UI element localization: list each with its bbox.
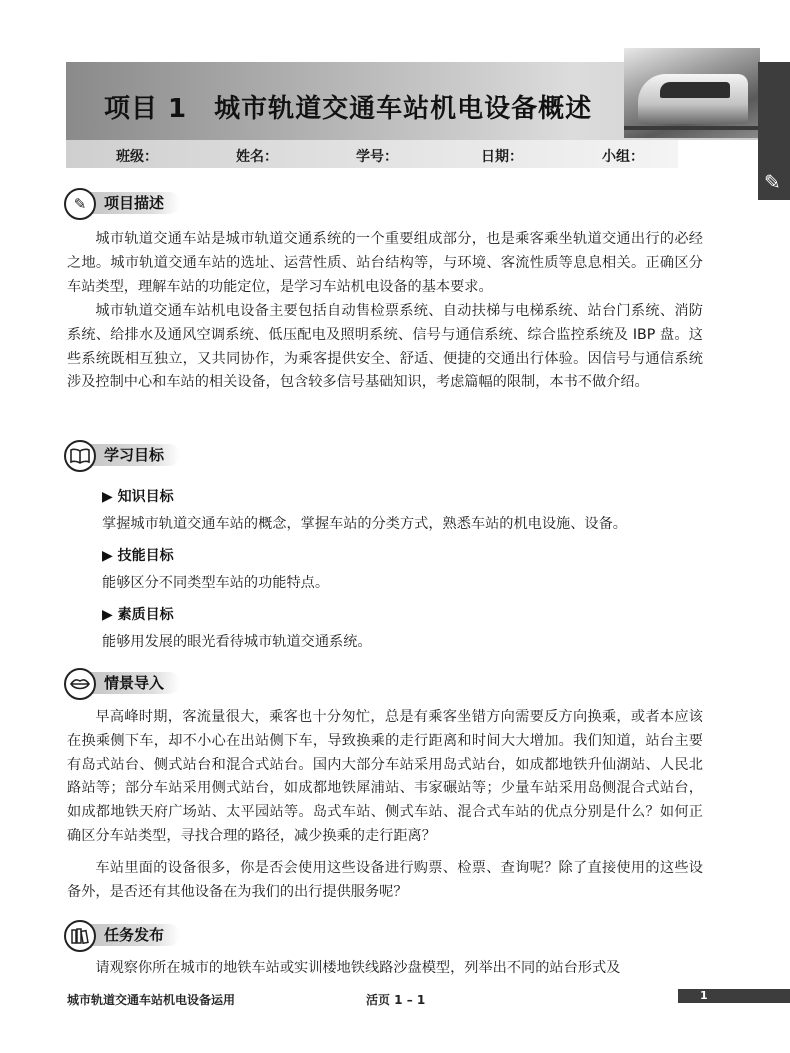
section-scenario-heading [64, 668, 304, 698]
side-tab [758, 62, 790, 200]
section-objectives-heading [64, 440, 304, 470]
section-description-title: 项目描述 [90, 192, 180, 214]
goal-heading-skill: ▶ 技能目标 [102, 548, 174, 564]
books-icon [64, 920, 96, 952]
description-paragraph-1: 城市轨道交通车站是城市轨道交通系统的一个重要组成部分，也是乘客乘坐轨道交通出行的必经之地。城市轨道交通车站的选址、运营性质、站台结构等，与环境、客流性质等息息相关。正确区分车站类型，理解车站的功能定位，是学习车站机电设备的基本要求。 [67, 231, 703, 295]
goal-heading-knowledge: ▶ 知识目标 [102, 489, 174, 505]
notebook-pen-icon: ✎ [64, 188, 96, 220]
section-task-heading [64, 920, 304, 950]
open-book-icon [64, 440, 96, 472]
name-label: 姓名： [236, 149, 278, 165]
chapter-header [66, 62, 790, 140]
section-objectives-title: 学习目标 [90, 444, 180, 466]
footer-book-title: 城市轨道交通车站机电设备运用 [67, 993, 236, 1007]
scenario-paragraph-1: 早高峰时期，客流量很大，乘客也十分匆忙，总是有乘客坐错方向需要反方向换乘，或者本应该在换乘侧下车，却不小心在出站侧下车，导致换乘的走行距离和时间大大增加。我们知道，站台主要有岛式站台、侧式站台和混合式站台。国内大部分车站采用岛式站台，如成都地铁升仙湖站、人民北路站等；部分车站采用侧式站台，如成都地铁犀浦站、韦家碾站等；少量车站采用岛侧混合式站台，如成都地铁天府广场站、太平园站等。岛式车站、侧式车站、混合式车站的优点分别是什么？如何正确区分车站类型，寻找合理的路径，减少换乘的走行距离？ [67, 709, 703, 844]
footer-page-bar [678, 989, 790, 1003]
task-paragraph-1: 请观察你所在城市的地铁车站或实训楼地铁线路沙盘模型，列举出不同的站台形式及 [95, 960, 621, 976]
date-label: 日期： [481, 149, 523, 165]
goal-text-knowledge: 掌握城市轨道交通车站的概念，掌握车站的分类方式，熟悉车站的机电设施、设备。 [102, 516, 627, 532]
tram-rail-shape [624, 126, 760, 130]
books-svg [71, 928, 89, 944]
lips-svg [70, 677, 90, 691]
tram-window-shape [660, 82, 730, 98]
goal-text-quality: 能够用发展的眼光看待城市轨道交通系统。 [102, 634, 372, 650]
section-task-title: 任务发布 [90, 924, 180, 946]
footer-page-label: 活页 1 – 1 [366, 993, 426, 1007]
footer-page-number: 1 [700, 989, 708, 1002]
tram-photo-icon [624, 48, 760, 138]
student-info-bar [66, 140, 678, 168]
class-label: 班级： [116, 149, 158, 165]
description-paragraph-2: 城市轨道交通车站机电设备主要包括自动售检票系统、自动扶梯与电梯系统、站台门系统、消防系统、给排水及通风空调系统、低压配电及照明系统、信号与通信系统、综合监控系统及 IBP 盘。这些系统既相互独立，又共同协作，为乘客提供安全、舒适、便捷的交通出行体验。因信号与通信系统涉及控制中心和车站的相关设备，包含较多信号基础知识，考虑篇幅的限制，本书不做介绍。 [67, 303, 703, 391]
open-book-svg [70, 448, 90, 464]
speech-lips-icon [64, 668, 96, 700]
student-id-label: 学号： [356, 149, 398, 165]
section-description-heading [64, 188, 304, 218]
goal-heading-quality: ▶ 素质目标 [102, 607, 174, 623]
pencil-icon: ✎ [764, 170, 781, 194]
scenario-paragraph-2: 车站里面的设备很多，你是否会使用这些设备进行购票、检票、查询呢？除了直接使用的这些设备外，是否还有其他设备在为我们的出行提供服务呢？ [67, 860, 703, 900]
chapter-title: 项目 1 城市轨道交通车站机电设备概述 [104, 94, 593, 124]
section-scenario-title: 情景导入 [90, 672, 180, 694]
goal-text-skill: 能够区分不同类型车站的功能特点。 [102, 575, 330, 591]
group-label: 小组： [602, 149, 644, 165]
